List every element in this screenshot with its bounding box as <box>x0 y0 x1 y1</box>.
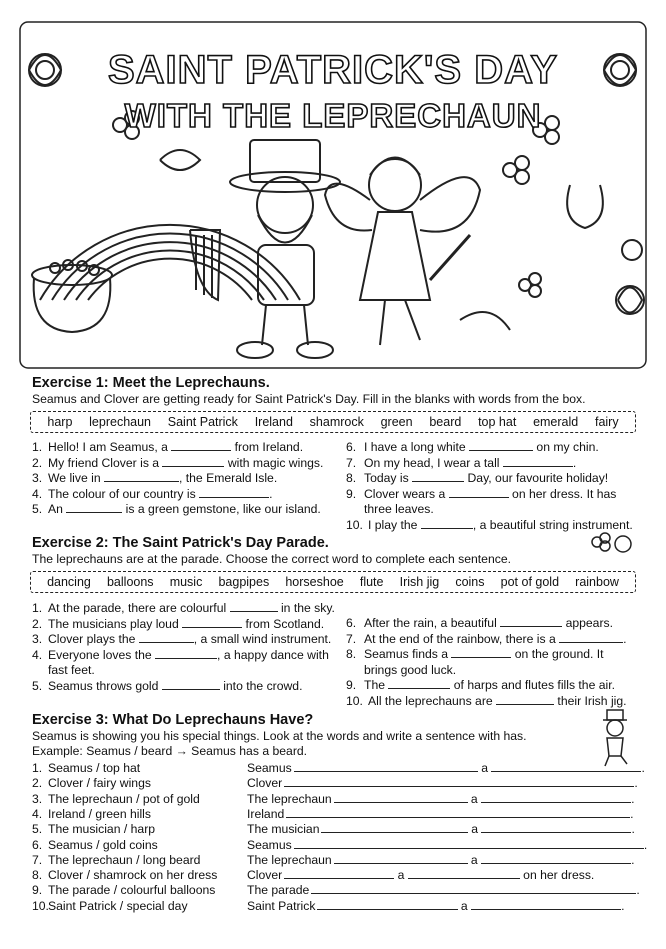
answer-sentence-line[interactable] <box>247 807 634 821</box>
word-box-item: coins <box>455 575 485 589</box>
word-box-item: dancing <box>47 575 91 589</box>
answer-blank[interactable] <box>471 900 621 910</box>
item-prompt: The musician / harp <box>48 822 156 837</box>
answer-blank[interactable] <box>481 793 631 803</box>
sentence-article: a <box>460 898 468 913</box>
sentence-end: . <box>631 791 635 806</box>
exercise-3-intro: Seamus is showing you his special things. Look at the words and write a sentence with has. <box>32 729 527 743</box>
sentence-article: a <box>470 852 478 867</box>
item-prompt: Saint Patrick / special day <box>48 898 188 913</box>
answer-blank[interactable] <box>481 854 631 864</box>
sentence-article: a <box>481 761 489 775</box>
question-item: 6. After the rain, a beautiful appears. <box>346 616 614 630</box>
answer-blank[interactable] <box>321 823 467 833</box>
sentence-start: The leprechaun <box>247 791 332 806</box>
exercise-1-left-questions <box>32 440 337 518</box>
answer-blank[interactable] <box>481 823 631 833</box>
exercise-1-word-box <box>30 411 636 433</box>
answer-blank[interactable] <box>294 762 478 772</box>
sentence-start: Seamus <box>247 761 292 775</box>
sentence-start: Ireland <box>247 806 285 821</box>
question-item: 8. Seamus finds a on the ground. It brings good luck. <box>346 647 604 677</box>
shamrock-icon <box>503 156 529 184</box>
item-number: 9. <box>32 883 43 898</box>
item-prompt: Clover / fairy wings <box>48 776 151 791</box>
answer-blank[interactable] <box>294 839 644 849</box>
exercise-3-row <box>32 792 248 806</box>
sentence-end: . <box>634 776 638 791</box>
item-number: 10. <box>32 898 49 913</box>
exercise-3-example: Example: Seamus / beard → Seamus has a beard. <box>32 744 308 758</box>
word-box-item: top hat <box>478 415 517 429</box>
exercise-2-title: Exercise 2: The Saint Patrick's Day Parade. <box>32 535 329 551</box>
question-item: 1. Hello! I am Seamus, a from Ireland. <box>32 440 304 454</box>
item-number: 5. <box>32 822 43 837</box>
answer-blank[interactable] <box>500 616 562 627</box>
exercise-2-right-questions <box>346 616 646 710</box>
exercise-1-intro: Seamus and Clover are getting ready for Saint Patrick's Day. Fill in the blanks with words from the box. <box>32 392 586 406</box>
exercise-3-title: Exercise 3: What Do Leprechauns Have? <box>32 712 314 728</box>
item-prompt: Ireland / green hills <box>48 806 151 821</box>
sentence-article: a <box>397 868 405 883</box>
question-item: 10. I play the , a beautiful string instrument. <box>346 517 633 532</box>
item-number: 4. <box>32 806 43 821</box>
word-box-item: balloons <box>106 575 154 589</box>
sentence-start: The musician <box>247 822 320 837</box>
question-item: 7. At the end of the rainbow, there is a . <box>346 631 627 646</box>
answer-blank[interactable] <box>230 601 278 612</box>
sentence-end: . <box>636 883 640 898</box>
word-box-item: flute <box>359 575 384 589</box>
sentence-end: on her dress. <box>523 868 595 883</box>
answer-blank[interactable] <box>496 694 554 705</box>
exercise-3-row <box>32 838 248 852</box>
question-item: 1. At the parade, there are colourful in the sky. <box>32 601 335 615</box>
item-number: 1. <box>32 761 43 775</box>
answer-blank[interactable] <box>139 632 194 643</box>
exercise-3-row <box>32 853 248 867</box>
flute-icon <box>430 235 470 280</box>
exercise-2-intro: The leprechauns are at the parade. Choose the correct word to complete each sentence. <box>32 552 511 566</box>
sentence-end: . <box>643 837 648 852</box>
sentence-start: Seamus <box>247 837 292 852</box>
item-prompt: The parade / colourful balloons <box>48 883 216 898</box>
worksheet-subtitle: WITH THE LEPRECHAUN <box>124 97 542 134</box>
answer-blank[interactable] <box>199 487 269 498</box>
sentence-start: Saint Patrick <box>247 898 316 913</box>
answer-blank[interactable] <box>171 440 231 451</box>
answer-sentence-line[interactable] <box>247 776 638 790</box>
sentence-end: . <box>631 822 635 837</box>
shamrock-icon <box>519 273 541 297</box>
answer-blank[interactable] <box>162 679 220 690</box>
exercise-1-title: Exercise 1: Meet the Leprechauns. <box>32 375 270 391</box>
exercise-3-row <box>32 899 248 913</box>
answer-blank[interactable] <box>284 869 394 879</box>
shamrock-icon <box>585 530 635 560</box>
word-box-item: Ireland <box>254 415 293 429</box>
answer-sentence-line[interactable] <box>247 792 634 806</box>
answer-blank[interactable] <box>451 647 511 658</box>
item-prompt: Seamus / gold coins <box>48 837 158 852</box>
word-box-item: beard <box>429 415 462 429</box>
word-box-item: rainbow <box>575 575 619 589</box>
answer-blank[interactable] <box>412 471 464 482</box>
item-prompt: The leprechaun / long beard <box>48 852 201 867</box>
answer-sentence-line[interactable] <box>247 822 635 836</box>
sentence-end: . <box>641 761 645 775</box>
question-item: 9. Clover wears a on her dress. It has three leaves. <box>346 486 617 517</box>
horseshoe-icon <box>567 185 603 228</box>
question-item: 3. Clover plays the , a small wind instrument. <box>32 632 332 647</box>
pot-of-gold-icon <box>32 260 112 332</box>
question-item: 8. Today is Day, our favourite holiday! <box>346 471 609 486</box>
question-item: 2. My friend Clover is a with magic wings. <box>32 455 324 470</box>
answer-sentence-line[interactable] <box>247 838 647 852</box>
exercise-3-row <box>32 807 248 821</box>
item-number: 8. <box>32 868 43 883</box>
question-item: 4. The colour of our country is . <box>32 486 273 501</box>
item-prompt: Clover / shamrock on her dress <box>48 868 218 883</box>
item-number: 6. <box>32 837 43 852</box>
sentence-start: Clover <box>247 776 283 791</box>
word-box-item: horseshoe <box>285 575 344 589</box>
worksheet-title: SAINT PATRICK'S DAY <box>107 48 559 92</box>
word-box-item: pot of gold <box>500 575 560 589</box>
answer-blank[interactable] <box>469 440 533 451</box>
word-box-item: harp <box>47 415 73 429</box>
item-prompt: The leprechaun / pot of gold <box>48 791 200 806</box>
sentence-start: The leprechaun <box>247 852 332 867</box>
answer-blank[interactable] <box>449 487 509 498</box>
answer-blank[interactable] <box>503 456 573 467</box>
answer-sentence-line[interactable] <box>247 868 594 882</box>
answer-sentence-line[interactable] <box>247 899 624 913</box>
answer-blank[interactable] <box>421 518 473 529</box>
sentence-start: Clover <box>247 868 283 883</box>
word-box-item: shamrock <box>309 415 364 429</box>
word-box-item: music <box>169 575 203 589</box>
answer-blank[interactable] <box>182 617 242 628</box>
exercise-3-row <box>32 761 248 775</box>
word-box-item: leprechaun <box>89 415 152 429</box>
item-number: 3. <box>32 791 43 806</box>
answer-blank[interactable] <box>559 632 623 643</box>
answer-sentence-line[interactable] <box>247 853 634 867</box>
question-item: 5. Seamus throws gold into the crowd. <box>32 678 303 693</box>
answer-blank[interactable] <box>104 471 179 482</box>
sentence-end: . <box>630 806 634 821</box>
exercise-3-row <box>32 868 248 882</box>
word-box-item: Irish jig <box>399 575 440 589</box>
answer-blank[interactable] <box>334 793 468 803</box>
question-item: 2. The musicians play loud from Scotland. <box>32 616 325 631</box>
question-item: 3. We live in , the Emerald Isle. <box>32 471 278 486</box>
answer-blank[interactable] <box>66 502 122 513</box>
exercise-2-left-questions <box>32 601 337 695</box>
answer-sentence-line[interactable] <box>247 883 640 897</box>
word-box-item: Saint Patrick <box>167 415 238 429</box>
word-box-item: fairy <box>594 415 619 429</box>
sentence-end: . <box>631 852 635 867</box>
sentence-article: a <box>471 822 479 837</box>
answer-sentence-line[interactable] <box>247 761 645 775</box>
answer-blank[interactable] <box>284 777 634 787</box>
question-item: 10. All the leprechauns are their Irish jig. <box>346 693 627 708</box>
question-item: 4. Everyone loves the , a happy dance with fast feet. <box>32 647 329 678</box>
answer-blank[interactable] <box>155 648 217 659</box>
sentence-start: The parade <box>247 883 310 898</box>
exercise-3-row <box>32 883 248 897</box>
item-number: 2. <box>32 776 43 791</box>
celtic-knot-icon <box>616 240 644 314</box>
sentence-article: a <box>470 791 478 806</box>
answer-blank[interactable] <box>286 808 630 818</box>
question-item: 5. An is a green gemstone, like our island. <box>32 502 321 517</box>
exercise-3-row <box>32 776 248 790</box>
exercise-1-right-questions <box>346 440 646 534</box>
question-item: 6. I have a long white on my chin. <box>346 440 599 454</box>
question-item: 9. The of harps and flutes fills the air. <box>346 678 616 693</box>
exercise-3-row <box>32 822 248 836</box>
item-number: 7. <box>32 852 43 867</box>
item-prompt: Seamus / top hat <box>48 761 141 775</box>
answer-blank[interactable] <box>311 884 636 894</box>
answer-blank[interactable] <box>408 869 520 879</box>
fairy-illustration <box>325 158 480 346</box>
answer-blank[interactable] <box>388 678 450 689</box>
word-box-item: green <box>380 415 413 429</box>
answer-blank[interactable] <box>317 900 457 910</box>
exercise-2-word-box <box>30 571 636 593</box>
word-box-item: bagpipes <box>218 575 270 589</box>
answer-blank[interactable] <box>334 854 468 864</box>
answer-blank[interactable] <box>162 456 224 467</box>
word-box-item: emerald <box>533 415 579 429</box>
sentence-end: . <box>621 898 625 913</box>
leprechaun-illustration <box>190 140 340 358</box>
question-item: 7. On my head, I wear a tall . <box>346 455 577 470</box>
leprechaun-small-icon <box>595 708 635 768</box>
